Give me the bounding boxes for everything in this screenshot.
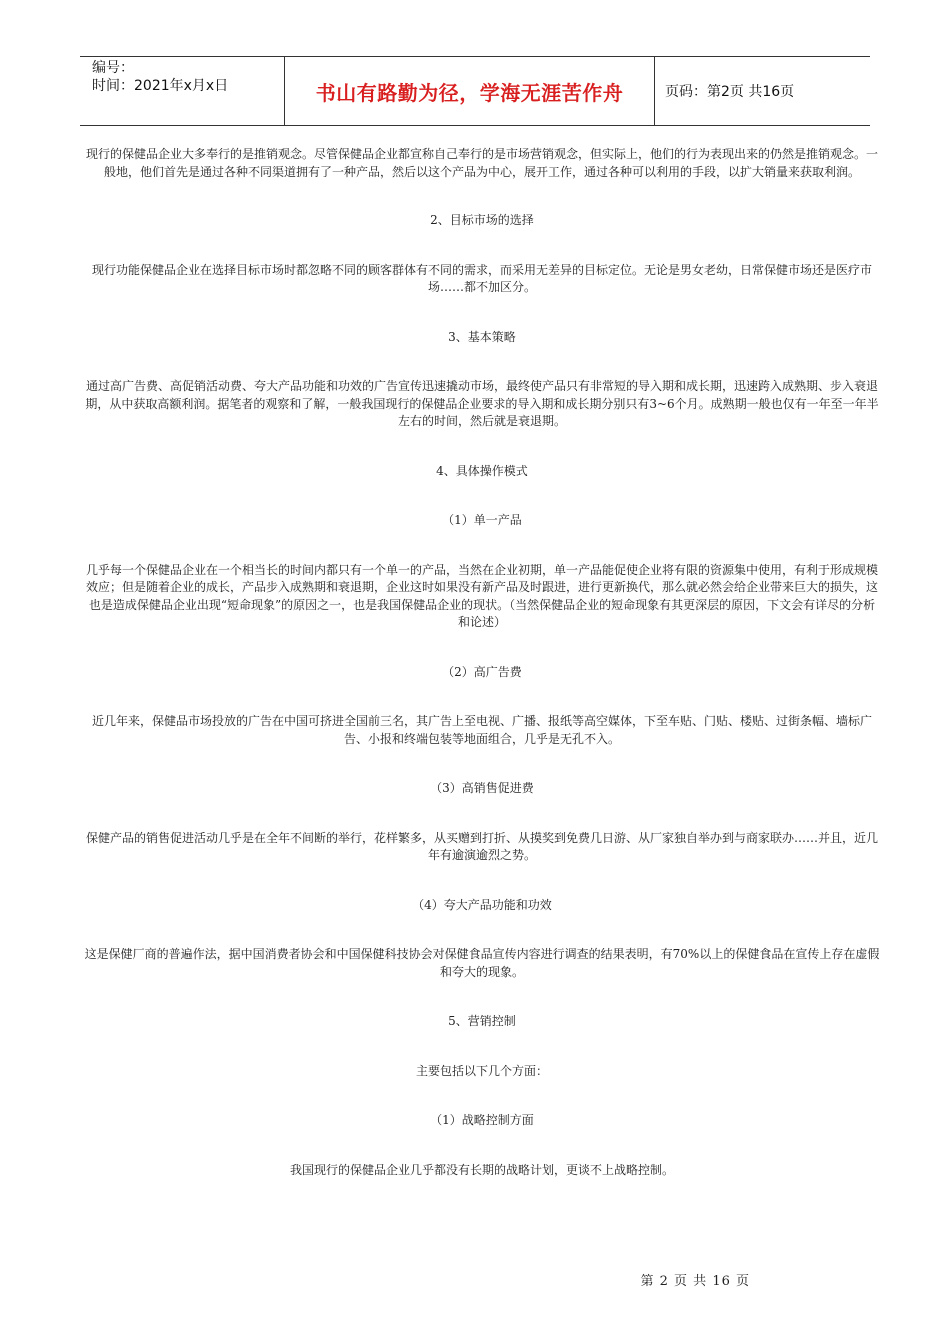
page-footer: 第 2 页 共 16 页 — [640, 1274, 750, 1289]
page-header — [80, 56, 870, 126]
document-date: 时间：2021年x月x日 — [92, 78, 229, 94]
section-heading: 3、基本策略 — [448, 329, 516, 344]
sub-heading: （3）高销售促进费 — [430, 781, 534, 795]
header-meta — [80, 57, 285, 125]
section-heading: 2、目标市场的选择 — [430, 213, 534, 227]
paragraph: 近几年来，保健品市场投放的广告在中国可挤进全国前三名，其广告上至电视、广播、报纸等高空媒体，下至车贴、门贴、楼贴、过街条幅、墙标广告、小报和终端包装等地面组合，几乎是无孔不入。 — [91, 714, 872, 746]
paragraph: 我国现行的保健品企业几乎都没有长期的战略计划，更谈不上战略控制。 — [289, 1162, 674, 1177]
document-number: 编号： — [92, 60, 134, 76]
sub-heading: （1）单一产品 — [442, 513, 522, 527]
header-page-number: 页码：第2页 共16页 — [665, 84, 795, 100]
sub-heading: （2）高广告费 — [442, 664, 522, 679]
paragraph: 保健产品的销售促进活动几乎是在全年不间断的举行，花样繁多，从买赠到打折、从摸奖到免费几日游、从厂家独自举办到与商家联办……并且，近几年有逾演逾烈之势。 — [85, 830, 878, 862]
header-motto: 书山有路勤为径，学海无涯苦作舟 — [285, 57, 655, 125]
paragraph: 几乎每一个保健品企业在一个相当长的时间内都只有一个单一的产品，当然在企业初期，单一产品能促使企业将有限的资源集中使用，有利于形成规模效应；但是随着企业的成长，产品步入成熟期和衰退期，企业这时如果没有新产品及时跟进，进行更新换代，那么就必然会给企业带来巨大的损失，这也是造成保健品企业出现“短命现象”的原因之一，也是我国保健品企业的现状。（当然保健品企业的短命现象有其更深层的原因，下文会有详尽的分析和论述） — [85, 562, 878, 629]
paragraph: 现行的保健品企业大多奉行的是推销观念。尽管保健品企业都宣称自己奉行的是市场营销观念，但实际上，他们的行为表现出来的仍然是推销观念。一般地，他们首先是通过各种不同渠道拥有了一种产品，然后以这个产品为中心，展开工作，通过各种可以利用的手段，以扩大销量来获取利润。 — [85, 147, 878, 179]
section-heading: 5、营销控制 — [448, 1014, 516, 1028]
sub-heading: （4）夸大产品功能和功效 — [412, 897, 552, 912]
paragraph: 这是保健厂商的普遍作法，据中国消费者协会和中国保健科技协会对保健食品宣传内容进行调查的结果表明，有70%以上的保健食品在宣传上存在虚假和夸大的现象。 — [84, 947, 880, 979]
sub-heading: （1）战略控制方面 — [430, 1113, 534, 1127]
intro-line: 主要包括以下几个方面： — [415, 1063, 548, 1078]
section-heading: 4、具体操作模式 — [436, 463, 528, 478]
paragraph: 通过高广告费、高促销活动费、夸大产品功能和功效的广告宣传迅速撬动市场，最终使产品只有非常短的导入期和成长期，迅速跨入成熟期、步入衰退期，从中获取高额利润。据笔者的观察和了解，一般我国现行的保健品企业要求的导入期和成长期分别只有3~6个月。成熟期一般也仅有一年至一年半左右的时间，然后就是衰退期。 — [85, 379, 879, 428]
document-body — [84, 146, 880, 1179]
paragraph: 现行功能保健品企业在选择目标市场时都忽略不同的顾客群体有不同的需求，而采用无差异的目标定位。无论是男女老幼，日常保健市场还是医疗市场……都不加区分。 — [91, 262, 872, 294]
